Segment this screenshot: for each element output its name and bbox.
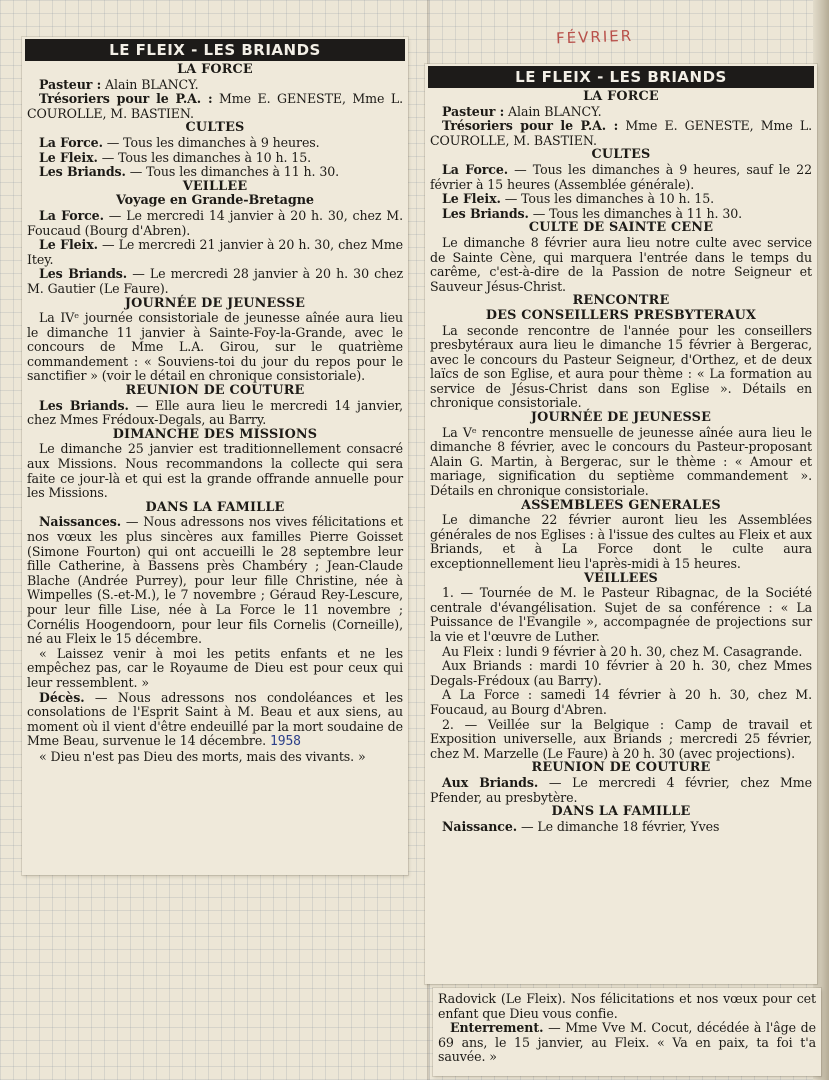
tresoriers-line: Trésoriers pour le P.A. : Mme E. GENESTE, Mme L. COUROLLE, M. BASTIEN. [27,91,404,121]
handwritten-month-note: FÉVRIER [555,26,634,48]
couture-paragraph: Aux Briands. — Le mercredi 4 février, chez Mme Pfender, au presbytère. [430,774,812,805]
section-heading-cultes: CULTES [185,120,245,136]
rencontre-paragraph: La seconde rencontre de l'année pour les conseillers presbytéraux aura lieu le dimanche 15 février à Bergerac, avec le concours du Pasteur Seigneur, d'Orthez, et de deux laïcs de son Eglise, et aura pour thème : « La formation au service de Jésus-Christ dans son Eglise ». Détails en chronique consistoriale. [430,322,812,411]
veillee-item: Aux Briands : mardi 10 février à 20 h. 30, chez Mmes Degals-Frédoux (au Barry). [430,658,812,688]
pasteur-line: Pasteur : Alain BLANCY. [39,76,199,92]
couture-paragraph: Les Briands. — Elle aura lieu le mercredi 14 janvier, chez Mmes Frédoux-Degals, au Barry. [27,397,403,428]
assemblees-paragraph: Le dimanche 22 février auront lieu les Assemblées générales de nos Eglises : à l'issue des cultes au Fleix et aux Briands, et à La Force dont le culte aura exceptionnellement lieu l'après-midi à 15 heures. [430,512,812,571]
scripture-quote: « Dieu n'est pas Dieu des morts, mais des vivants. » [39,748,366,764]
veillee-item: A La Force : samedi 14 février à 20 h. 30, chez M. Foucaud, au Bourg d'Abren. [430,687,812,717]
section-heading-couture: REUNION DE COUTURE [531,760,711,776]
tresoriers-line: Trésoriers pour le P.A. : Mme E. GENESTE, Mme L. COUROLLE, M. BASTIEN. [430,118,813,148]
jeunesse-paragraph: La IVᵉ journée consistoriale de jeunesse aînée aura lieu le dimanche 11 janvier à Sainte-Foy-la-Grande, avec le concours de Mme L.A. Girou, sur le quatrième commandement : « Souviens-toi du jour du repos pour le sanctifier » (voir le détail en chronique consistoriale). [27,310,403,384]
section-heading-missions: DIMANCHE DES MISSIONS [112,426,318,442]
jeunesse-paragraph: La Vᵉ rencontre mensuelle de jeunesse aînée aura lieu le dimanche 8 février, avec le concours du Pasteur-proposant Alain G. Martin, à Bergerac, sur le thème : « Amour et mariage, signification du septième commandement ». Détails en chronique consistoriale. [430,424,812,499]
section-heading-couture: REUNION DE COUTURE [125,383,305,399]
veillee-item: 2. — Veillée sur la Belgique : Camp de travail et Exposition universelle, aux Briands ; mercredi 25 février, chez M. Marzelle (Le Faure) à 20 h. 30 (avec projections). [430,716,812,761]
culte-item: La Force. — Tous les dimanches à 9 heures. [39,134,320,150]
veillee-subtitle: Voyage en Grande-Bretagne [116,193,314,209]
section-heading-assemblees: ASSEMBLEES GENERALES [521,497,721,513]
section-heading-sainte-cene: CULTE DE SAINTE CENE [528,220,714,236]
pasteur-line: Pasteur : Alain BLANCY. [442,103,602,119]
culte-item: Les Briands. — Tous les dimanches à 11 h. 30. [442,205,743,221]
veillee-item: La Force. — Le mercredi 14 janvier à 20 h. 30, chez M. Foucaud (Bourg d'Abren). [27,207,403,238]
section-heading-la-force: LA FORCE [583,89,659,104]
veillee-item: Au Fleix : lundi 9 février à 20 h. 30, chez M. Casagrande. [442,643,803,659]
section-heading-jeunesse: JOURNÉE DE JEUNESSE [124,295,306,311]
clipping-banner: LE FLEIX - LES BRIANDS [25,39,405,61]
section-heading-rencontre-sub: DES CONSEILLERS PRESBYTERAUX [485,307,757,323]
newspaper-clipping-january [22,37,408,875]
naissances-paragraph: Naissances. — Nous adressons nos vives félicitations et nos vœux les plus sincères aux familles Pierre Goisset (Simone Fourton) qui ont accueilli le 28 septembre leur fille Catherine, à Bassens près Chambéry ; Jean-Claude Blache (Andrée Purrey), pour leur fille Christine, née à Wimpelles (S.-et-M.), le 7 novembre ; Géraud Rey-Lescure, pour leur fille Lise, née à La Force le 11 novembre ; Cornélis Hoogendoorn, pour leur fils Cornelis (Corneille), né au Fleix le 15 décembre. [27,514,403,647]
veillee-item: Le Fleix. — Le mercredi 21 janvier à 20 h. 30, chez Mme Itey. [27,237,403,267]
veillee-item: 1. — Tournée de M. le Pasteur Ribagnac, de la Société centrale d'évangélisation. Sujet de sa conférence : « La Puissance de l'Evangile », accompagnée de projections sur la vie et l'œuvre de Luther. [430,585,812,644]
culte-item: Le Fleix. — Tous les dimanches à 10 h. 15. [442,191,715,207]
section-heading-rencontre: RENCONTRE [572,293,670,309]
enterrement-paragraph: Enterrement. — Mme Vve M. Cocut, décédée à l'âge de 69 ans, le 15 janvier, au Fleix. « Va en paix, ta foi t'a sauvée. » [438,1020,816,1065]
section-heading-cultes: CULTES [591,147,651,163]
newspaper-clipping-continuation [433,988,821,1076]
sainte-cene-paragraph: Le dimanche 8 février aura lieu notre culte avec service de Sainte Cène, qui marquera l'entrée dans le temps du carême, c'est-à-dire de la Passion de notre Seigneur et Sauveur Jésus-Christ. [430,234,812,294]
scripture-quote: « Laissez venir à moi les petits enfants et ne les empêchez pas, car le Royaume de Dieu est pour ceux qui leur ressemblent. » [27,645,403,690]
deces-paragraph: Décès. — Nous adressons nos condoléances et les consolations de l'Esprit Saint à M. Beau et aux siens, au moment où il vient d'être endeuillé par la mort soudaine de Mme Beau, survenue le 14 décembre. 1958 [27,689,403,750]
missions-paragraph: Le dimanche 25 janvier est traditionnellement consacré aux Missions. Nous recommandons la collecte qui sera faite ce jour-là et qui est la grande offrande annuelle pour les Missions. [27,441,403,501]
section-heading-veillee: VEILLEE [182,178,248,194]
section-heading-la-force: LA FORCE [177,62,253,77]
section-heading-jeunesse: JOURNÉE DE JEUNESSE [530,410,712,426]
section-heading-famille: DANS LA FAMILLE [145,499,285,515]
newspaper-clipping-february [425,64,817,984]
handwritten-year-note: 1958 [270,734,301,750]
veillee-item: Les Briands. — Le mercredi 28 janvier à 20 h. 30 chez M. Gautier (Le Faure). [27,266,404,296]
naissance-continuation: Radovick (Le Fleix). Nos félicitations et nos vœux pour cet enfant que Dieu vous confie. [438,991,816,1021]
culte-item: La Force. — Tous les dimanches à 9 heures, sauf le 22 février à 15 heures (Assemblée générale). [430,161,812,192]
culte-item: Le Fleix. — Tous les dimanches à 10 h. 15. [39,149,312,165]
culte-item: Les Briands. — Tous les dimanches à 11 h. 30. [39,164,340,180]
section-heading-veillees: VEILLEES [583,570,658,586]
section-heading-famille: DANS LA FAMILLE [551,804,691,820]
clipping-banner: LE FLEIX - LES BRIANDS [428,66,814,88]
naissance-paragraph: Naissance. — Le dimanche 18 février, Yves [442,818,720,834]
